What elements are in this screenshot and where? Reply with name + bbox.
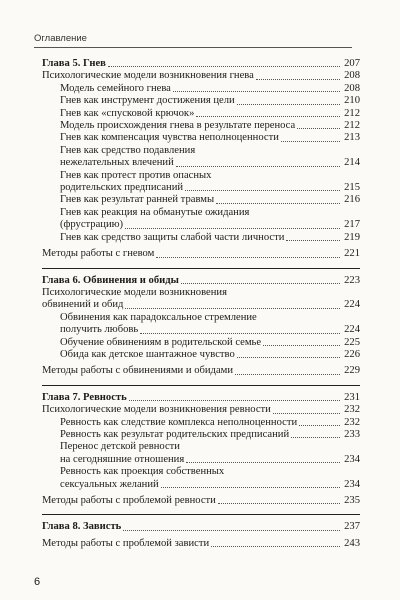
- toc-subentry: [42, 232, 360, 244]
- toc-page-number: 235: [340, 495, 360, 507]
- dot-leader: [129, 400, 340, 401]
- toc-entry-title: Глава 6. Обвинения и обиды: [42, 274, 179, 286]
- toc-entry-title: получить любовь: [60, 324, 139, 336]
- toc-entry-title: Психологические модели возникновения гнева: [42, 70, 254, 82]
- dot-leader: [263, 345, 340, 346]
- dot-leader: [196, 116, 340, 117]
- dot-leader: [156, 257, 340, 258]
- dot-leader: [286, 240, 340, 241]
- toc-entry-title: Ревность как следствие комплекса неполноценности: [60, 416, 298, 428]
- toc-subentry: [42, 219, 360, 231]
- page-number: 6: [34, 576, 41, 588]
- dot-leader: [256, 79, 340, 80]
- toc-subentry: [42, 479, 360, 491]
- toc-entry: [42, 365, 360, 377]
- toc-entry-title: Перенос детской ревности: [60, 441, 180, 453]
- toc-entry-title: на сегодняшние отношения: [60, 453, 185, 465]
- toc-page-number: 210: [340, 95, 360, 107]
- toc-entry-title: Обида как детское шантажное чувство: [60, 348, 235, 360]
- toc-subentry: [42, 145, 360, 157]
- toc-entry-title: Гнев как «спусковой крючок»: [60, 107, 195, 119]
- toc-subentry: [42, 337, 360, 349]
- toc-subentry: [42, 194, 360, 206]
- toc-subentry: [42, 466, 360, 478]
- toc-chapter-entry: [42, 392, 360, 404]
- toc-page-number: 219: [340, 232, 360, 244]
- toc-chapter-entry: [42, 275, 360, 287]
- toc-entry-title: Гнев как реакция на обманутые ожидания: [60, 206, 250, 218]
- toc-page-number: 212: [340, 120, 360, 132]
- toc-entry-title: Гнев как результат ранней травмы: [60, 194, 215, 206]
- section-divider: [42, 514, 360, 515]
- toc-subentry: [42, 349, 360, 361]
- toc-page-number: 234: [340, 479, 360, 491]
- toc-page-number: 217: [340, 219, 360, 231]
- toc-entry-title: Гнев как инструмент достижения цели: [60, 95, 235, 107]
- toc-entry: [42, 404, 360, 416]
- toc-page-number: 215: [340, 182, 360, 194]
- toc-entry: [42, 495, 360, 507]
- toc-subentry: [42, 157, 360, 169]
- toc-page-number: 229: [340, 365, 360, 377]
- toc-entry-title: родительских предписаний: [60, 182, 184, 194]
- toc-subentry: [42, 95, 360, 107]
- toc-page-number: 226: [340, 349, 360, 361]
- toc-entry: [42, 70, 360, 82]
- toc-page-number: 234: [340, 454, 360, 466]
- toc-entry-title: Гнев как средство подавления: [60, 144, 196, 156]
- toc-entry: [42, 538, 360, 550]
- toc-entry-title: Ревность как результат родительских предписаний: [60, 428, 290, 440]
- dot-leader: [273, 413, 340, 414]
- dot-leader: [235, 374, 340, 375]
- dot-leader: [185, 190, 340, 191]
- toc-entry-title: Модель происхождения гнева в результате переноса: [60, 120, 296, 132]
- toc-page-number: 212: [340, 108, 360, 120]
- toc-page-number: 232: [340, 417, 360, 429]
- toc-page-number: 221: [340, 248, 360, 260]
- toc-chapter-entry: [42, 521, 360, 533]
- toc-entry: [42, 248, 360, 260]
- toc-entry: [42, 287, 360, 299]
- toc-page-number: 233: [340, 429, 360, 441]
- toc-subentry: [42, 441, 360, 453]
- toc-page-number: 224: [340, 324, 360, 336]
- toc-subentry: [42, 83, 360, 95]
- toc-page-number: 237: [340, 521, 360, 533]
- toc-entry-title: Обвинения как парадоксальное стремление: [60, 311, 257, 323]
- toc-subentry: [42, 454, 360, 466]
- toc-subentry: [42, 417, 360, 429]
- toc-entry-title: сексуальных желаний: [60, 478, 159, 490]
- dot-leader: [237, 104, 340, 105]
- dot-leader: [125, 308, 340, 309]
- toc-entry-title: Гнев как компенсация чувства неполноценности: [60, 132, 279, 144]
- dot-leader: [237, 357, 340, 358]
- toc-page-number: 232: [340, 404, 360, 416]
- toc-entry-title: Методы работы с обвинениями и обидами: [42, 365, 234, 377]
- toc-page-number: 208: [340, 70, 360, 82]
- toc-entry-title: нежелательных влечений: [60, 157, 174, 169]
- dot-leader: [123, 530, 340, 531]
- toc-page-number: 208: [340, 83, 360, 95]
- toc-chapter-entry: [42, 58, 360, 70]
- dot-leader: [161, 487, 340, 488]
- toc-entry-title: Ревность как проекция собственных: [60, 466, 225, 478]
- toc-page-number: 224: [340, 299, 360, 311]
- dot-leader: [281, 141, 340, 142]
- dot-leader: [186, 462, 340, 463]
- toc-entry-title: Модель семейного гнева: [60, 82, 171, 94]
- dot-leader: [176, 166, 340, 167]
- dot-leader: [125, 228, 340, 229]
- toc-entry-title: Глава 8. Зависть: [42, 521, 122, 533]
- toc-entry-title: Методы работы с проблемой ревности: [42, 495, 216, 506]
- toc-subentry: [42, 312, 360, 324]
- toc-page-number: 231: [340, 392, 360, 404]
- dot-leader: [218, 503, 340, 504]
- dot-leader: [108, 66, 340, 67]
- toc-subentry: [42, 324, 360, 336]
- dot-leader: [181, 283, 340, 284]
- toc-page-number: 213: [340, 132, 360, 144]
- toc-entry-title: (фрустрацию): [60, 219, 124, 231]
- toc-page-number: 225: [340, 337, 360, 349]
- section-divider: [42, 268, 360, 269]
- dot-leader: [211, 546, 340, 547]
- toc-subentry: [42, 429, 360, 441]
- toc-page-number: 216: [340, 194, 360, 206]
- dot-leader: [140, 333, 340, 334]
- toc-entry: [42, 299, 360, 311]
- section-divider: [42, 385, 360, 386]
- toc-subentry: [42, 182, 360, 194]
- toc-entry-title: Глава 5. Гнев: [42, 58, 106, 69]
- toc-subentry: [42, 207, 360, 219]
- toc-subentry: [42, 108, 360, 120]
- toc-entry-title: Глава 7. Ревность: [42, 391, 127, 403]
- table-of-contents: [42, 58, 360, 550]
- toc-entry-title: обвинений и обид: [42, 299, 124, 311]
- toc-page-number: 243: [340, 538, 360, 550]
- toc-entry-title: Методы работы с гневом: [42, 248, 155, 260]
- toc-entry-title: Психологические модели возникновения ревности: [42, 404, 271, 416]
- dot-leader: [173, 91, 340, 92]
- header-rule: [34, 47, 352, 48]
- running-head: Оглавление: [34, 33, 87, 44]
- toc-subentry: [42, 170, 360, 182]
- toc-entry-title: Гнев как средство защиты слабой части личности: [60, 231, 285, 243]
- toc-entry-title: Гнев как протест против опасных: [60, 169, 212, 181]
- dot-leader: [216, 203, 340, 204]
- toc-entry-title: Методы работы с проблемой зависти: [42, 537, 210, 549]
- dot-leader: [291, 437, 340, 438]
- toc-page-number: 214: [340, 157, 360, 169]
- dot-leader: [297, 128, 340, 129]
- toc-page-number: 207: [340, 58, 360, 70]
- toc-page-number: 223: [340, 275, 360, 287]
- toc-entry-title: Психологические модели возникновения: [42, 286, 227, 298]
- toc-subentry: [42, 132, 360, 144]
- toc-subentry: [42, 120, 360, 132]
- dot-leader: [299, 425, 340, 426]
- toc-entry-title: Обучение обвинениям в родительской семье: [60, 336, 262, 348]
